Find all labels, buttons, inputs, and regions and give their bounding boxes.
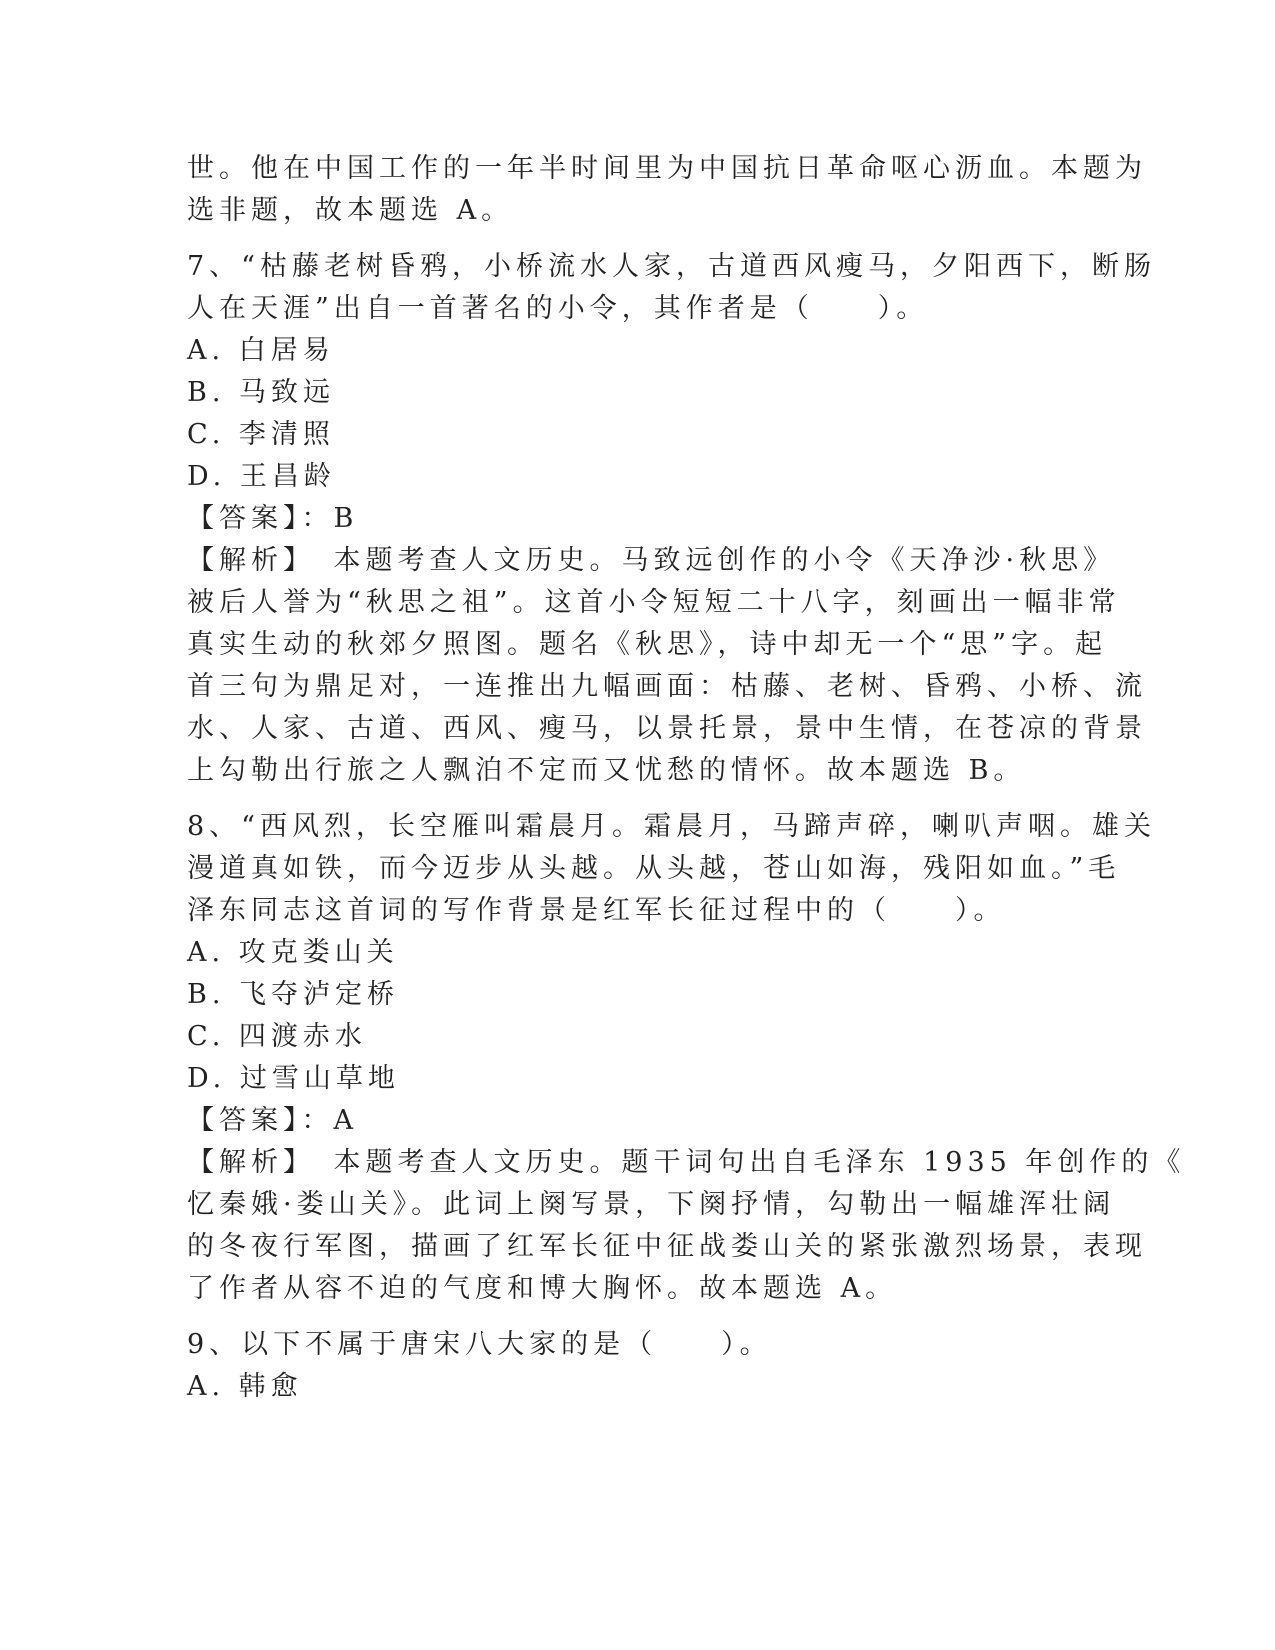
- question-7: [187, 246, 1156, 792]
- analysis-line: 上勾勒出行旅之人飘泊不定而又忧愁的情怀。故本题选 B。: [187, 755, 1026, 786]
- option-a: A. 韩愈: [187, 1371, 303, 1402]
- analysis-line: 水、人家、古道、西风、瘦马，以景托景，景中生情，在苍凉的背景: [187, 713, 1147, 744]
- option-d: D. 王昌龄: [187, 461, 336, 492]
- answer-line: 【答案】：A: [187, 1105, 358, 1136]
- analysis-line: 真实生动的秋郊夕照图。题名《秋思》，诗中却无一个“思”字。起: [187, 629, 1108, 660]
- option-c: C. 李清照: [187, 419, 335, 450]
- document-page: [187, 148, 1186, 1408]
- question-stem: 7、“枯藤老树昏鸦，小桥流水人家，古道西风瘦马，夕阳西下，断肠: [187, 251, 1156, 282]
- analysis-line: 的冬夜行军图，描画了红军长征中征战娄山关的紧张激烈场景，表现: [187, 1231, 1147, 1262]
- analysis-line: 【解析】 本题考查人文历史。题干词句出自毛泽东 1935 年创作的《: [187, 1147, 1186, 1178]
- answer-line: 【答案】：B: [187, 503, 359, 534]
- analysis-line: 被后人誉为“秋思之祖”。这首小令短短二十八字，刻画出一幅非常: [187, 587, 1121, 618]
- question-stem: 8、“西风烈，长空雁叫霜晨月。霜晨月，马蹄声碎，喇叭声咽。雄关: [187, 811, 1156, 842]
- text-line: 世。他在中国工作的一年半时间里为中国抗日革命呕心沥血。本题为: [187, 153, 1147, 184]
- option-a: A. 攻克娄山关: [187, 937, 399, 968]
- question-stem: 泽东同志这首词的写作背景是红军长征过程中的（ ）。: [187, 895, 1006, 926]
- analysis-line: 【解析】 本题考查人文历史。马致远创作的小令《天净沙·秋思》: [187, 545, 1116, 576]
- analysis-line: 了作者从容不迫的气度和博大胸怀。故本题选 A。: [187, 1273, 898, 1304]
- option-d: D. 过雪山草地: [187, 1063, 400, 1094]
- option-c: C. 四渡赤水: [187, 1021, 367, 1052]
- question-stem: 人在天涯”出自一首著名的小令，其作者是（ ）。: [187, 293, 929, 324]
- text-line: 选非题，故本题选 A。: [187, 195, 514, 226]
- question-stem: 漫道真如铁，而今迈步从头越。从头越，苍山如海，残阳如血。”毛: [187, 853, 1121, 884]
- question-9: [187, 1324, 1087, 1408]
- intro-paragraph: [187, 148, 1147, 232]
- analysis-line: 首三句为鼎足对，一连推出九幅画面：枯藤、老树、昏鸦、小桥、流: [187, 671, 1147, 702]
- option-b: B. 马致远: [187, 377, 336, 408]
- analysis-line: 忆秦娥·娄山关》。此词上阕写景，下阕抒情，勾勒出一幅雄浑壮阔: [187, 1189, 1116, 1220]
- question-stem: 9、以下不属于唐宋八大家的是（ ）。: [187, 1329, 772, 1360]
- question-8: [187, 806, 1186, 1310]
- option-b: B. 飞夺泸定桥: [187, 979, 400, 1010]
- option-a: A. 白居易: [187, 335, 335, 366]
